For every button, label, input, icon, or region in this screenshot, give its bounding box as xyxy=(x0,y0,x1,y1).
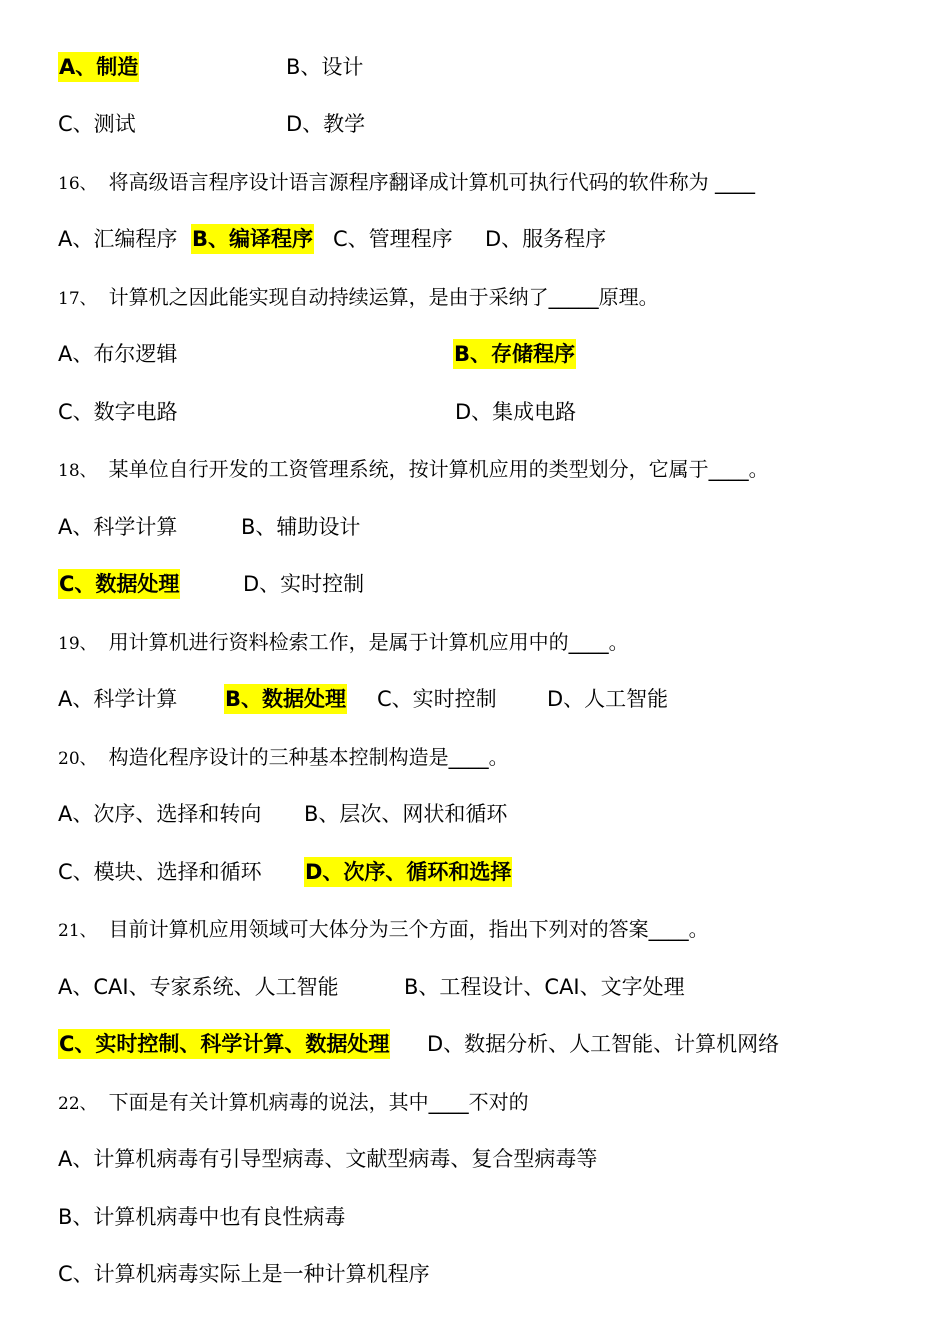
answer-option: D、集成电路 xyxy=(455,400,577,424)
options-line xyxy=(58,224,918,254)
question-number: 19、 xyxy=(58,634,97,654)
answer-option: D、实时控制 xyxy=(243,572,365,596)
answer-option: B、工程设计、CAI、文字处理 xyxy=(404,975,685,999)
answer-option-highlighted: C、数据处理 xyxy=(58,569,180,599)
answer-option: B、设计 xyxy=(286,55,364,79)
options-line xyxy=(58,397,918,427)
answer-option: C、测试 xyxy=(58,112,136,136)
options-line xyxy=(58,512,918,542)
question-text: 用计算机进行资料检索工作，是属于计算机应用中的____。 xyxy=(108,630,629,654)
question-text: 将高级语言程序设计语言源程序翻译成计算机可执行代码的软件称为 ____ xyxy=(108,170,755,194)
options-line xyxy=(58,109,918,139)
question-number: 17、 xyxy=(58,289,97,309)
answer-option: D、服务程序 xyxy=(485,227,607,251)
answer-option: C、模块、选择和循环 xyxy=(58,860,262,884)
answer-option: A、科学计算 xyxy=(58,687,178,711)
question-line xyxy=(58,742,509,772)
question-line xyxy=(58,282,659,312)
question-text: 某单位自行开发的工资管理系统，按计算机应用的类型划分，它属于____。 xyxy=(108,457,769,481)
answer-option: A、CAI、专家系统、人工智能 xyxy=(58,975,339,999)
options-line xyxy=(58,569,918,599)
answer-option-highlighted: B、数据处理 xyxy=(224,684,347,714)
answer-option-highlighted: D、次序、循环和选择 xyxy=(304,857,512,887)
answer-option: D、人工智能 xyxy=(547,687,669,711)
question-number: 21、 xyxy=(58,921,97,941)
options-line xyxy=(58,1144,918,1174)
options-line xyxy=(58,972,918,1002)
options-line xyxy=(58,1029,918,1059)
question-text: 构造化程序设计的三种基本控制构造是____。 xyxy=(108,745,509,769)
answer-option: B、辅助设计 xyxy=(241,515,361,539)
options-line xyxy=(58,799,918,829)
answer-option: C、实时控制 xyxy=(377,687,497,711)
question-number: 16、 xyxy=(58,174,97,194)
answer-option: D、教学 xyxy=(286,112,366,136)
question-number: 18、 xyxy=(58,461,97,481)
options-line xyxy=(58,1259,918,1289)
answer-option-highlighted: B、存储程序 xyxy=(453,339,576,369)
answer-option-highlighted: A、制造 xyxy=(58,52,139,82)
answer-option: A、布尔逻辑 xyxy=(58,342,178,366)
answer-option-highlighted: B、编译程序 xyxy=(191,224,314,254)
question-line xyxy=(58,167,755,197)
question-text: 计算机之因此能实现自动持续运算，是由于采纳了_____原理。 xyxy=(108,285,659,309)
answer-option: C、数字电路 xyxy=(58,400,178,424)
options-line xyxy=(58,684,918,714)
question-line xyxy=(58,454,769,484)
answer-option: A、科学计算 xyxy=(58,515,178,539)
answer-option: B、层次、网状和循环 xyxy=(304,802,508,826)
answer-option: C、管理程序 xyxy=(333,227,453,251)
answer-option: D、数据分析、人工智能、计算机网络 xyxy=(427,1032,780,1056)
answer-option: B、计算机病毒中也有良性病毒 xyxy=(58,1205,346,1229)
options-line xyxy=(58,857,918,887)
answer-option-highlighted: C、实时控制、科学计算、数据处理 xyxy=(58,1029,390,1059)
answer-option: A、计算机病毒有引导型病毒、文献型病毒、复合型病毒等 xyxy=(58,1147,598,1171)
options-line xyxy=(58,1202,918,1232)
options-line xyxy=(58,339,918,369)
answer-option: A、次序、选择和转向 xyxy=(58,802,262,826)
question-number: 22、 xyxy=(58,1094,97,1114)
question-text: 下面是有关计算机病毒的说法，其中____不对的 xyxy=(108,1090,529,1114)
question-number: 20、 xyxy=(58,749,97,769)
question-line xyxy=(58,914,709,944)
question-line xyxy=(58,627,629,657)
question-line xyxy=(58,1087,529,1117)
answer-option: C、计算机病毒实际上是一种计算机程序 xyxy=(58,1262,430,1286)
answer-option: A、汇编程序 xyxy=(58,227,178,251)
question-text: 目前计算机应用领域可大体分为三个方面，指出下列对的答案____。 xyxy=(108,917,709,941)
options-line xyxy=(58,52,918,82)
